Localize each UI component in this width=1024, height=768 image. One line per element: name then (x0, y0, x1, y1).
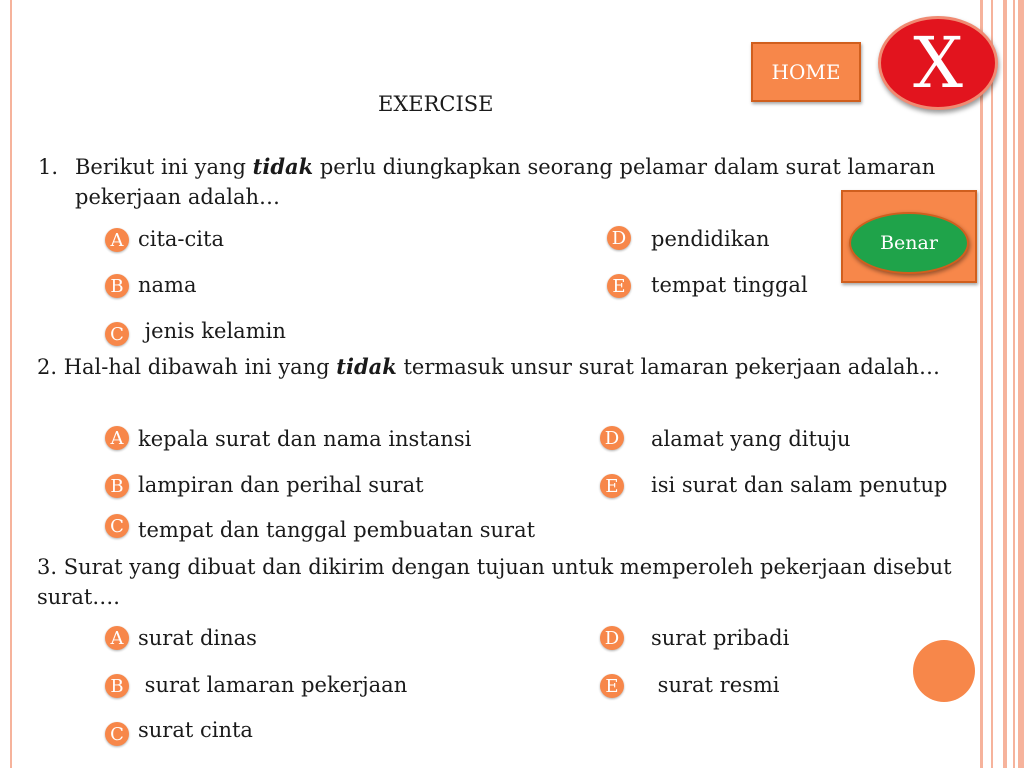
right-border-stripe (1003, 0, 1007, 768)
option-b-badge[interactable]: B (105, 274, 129, 298)
emphasis: tidak (252, 154, 314, 179)
page-title: EXERCISE (378, 92, 494, 116)
option-c[interactable]: surat cinta (138, 718, 253, 742)
option-e[interactable]: surat resmi (651, 673, 780, 697)
right-border-stripe (991, 0, 993, 768)
question-text: Berikut ini yang tidak perlu diungkapkan seorang pelamar dalam surat lamaran pekerjaan adalah… (75, 154, 936, 209)
option-b[interactable]: lampiran dan perihal surat (138, 473, 424, 497)
question-3: 3. Surat yang dibuat dan dikirim dengan tujuan untuk memperoleh pekerjaan disebut surat…. (37, 555, 952, 609)
question-number: 1. (38, 155, 59, 179)
option-c-badge[interactable]: C (105, 514, 129, 538)
option-e-badge[interactable]: E (600, 674, 624, 698)
option-d[interactable]: surat pribadi (651, 626, 790, 650)
orange-circle-button[interactable] (913, 640, 975, 702)
option-e[interactable]: tempat tinggal (651, 273, 808, 297)
option-e-badge[interactable]: E (600, 474, 624, 498)
right-border-stripe (980, 0, 983, 768)
option-b-badge[interactable]: B (105, 674, 129, 698)
option-c-badge[interactable]: C (105, 722, 129, 746)
option-d[interactable]: alamat yang dituju (651, 427, 851, 451)
option-b-badge[interactable]: B (105, 474, 129, 498)
option-e-badge[interactable]: E (607, 274, 631, 298)
question-2: 2. Hal-hal dibawah ini yang tidak termasuk unsur surat lamaran pekerjaan adalah… (37, 354, 941, 379)
option-b[interactable]: surat lamaran pekerjaan (138, 673, 408, 697)
option-a-badge[interactable]: A (105, 626, 129, 650)
option-e[interactable]: isi surat dan salam penutup (651, 473, 948, 497)
option-c-badge[interactable]: C (105, 322, 129, 346)
benar-button[interactable]: Benar (849, 212, 969, 274)
option-b[interactable]: nama (138, 273, 197, 297)
option-c[interactable]: tempat dan tanggal pembuatan surat (138, 518, 536, 542)
option-d-badge[interactable]: D (600, 626, 624, 650)
option-a-badge[interactable]: A (105, 228, 129, 252)
option-a[interactable]: cita-cita (138, 227, 224, 251)
close-button[interactable]: X (878, 16, 998, 110)
left-border-stripe (10, 0, 12, 768)
home-button[interactable]: HOME (751, 42, 861, 102)
option-d-badge[interactable]: D (600, 426, 624, 450)
right-border-stripe (1013, 0, 1015, 768)
option-d-badge[interactable]: D (607, 226, 631, 250)
option-a[interactable]: kepala surat dan nama instansi (138, 427, 472, 451)
emphasis: tidak (336, 354, 397, 379)
option-c[interactable]: jenis kelamin (138, 319, 286, 343)
option-a[interactable]: surat dinas (138, 626, 257, 650)
option-a-badge[interactable]: A (105, 426, 129, 450)
right-border-stripe (1018, 0, 1024, 768)
option-d[interactable]: pendidikan (651, 227, 770, 251)
